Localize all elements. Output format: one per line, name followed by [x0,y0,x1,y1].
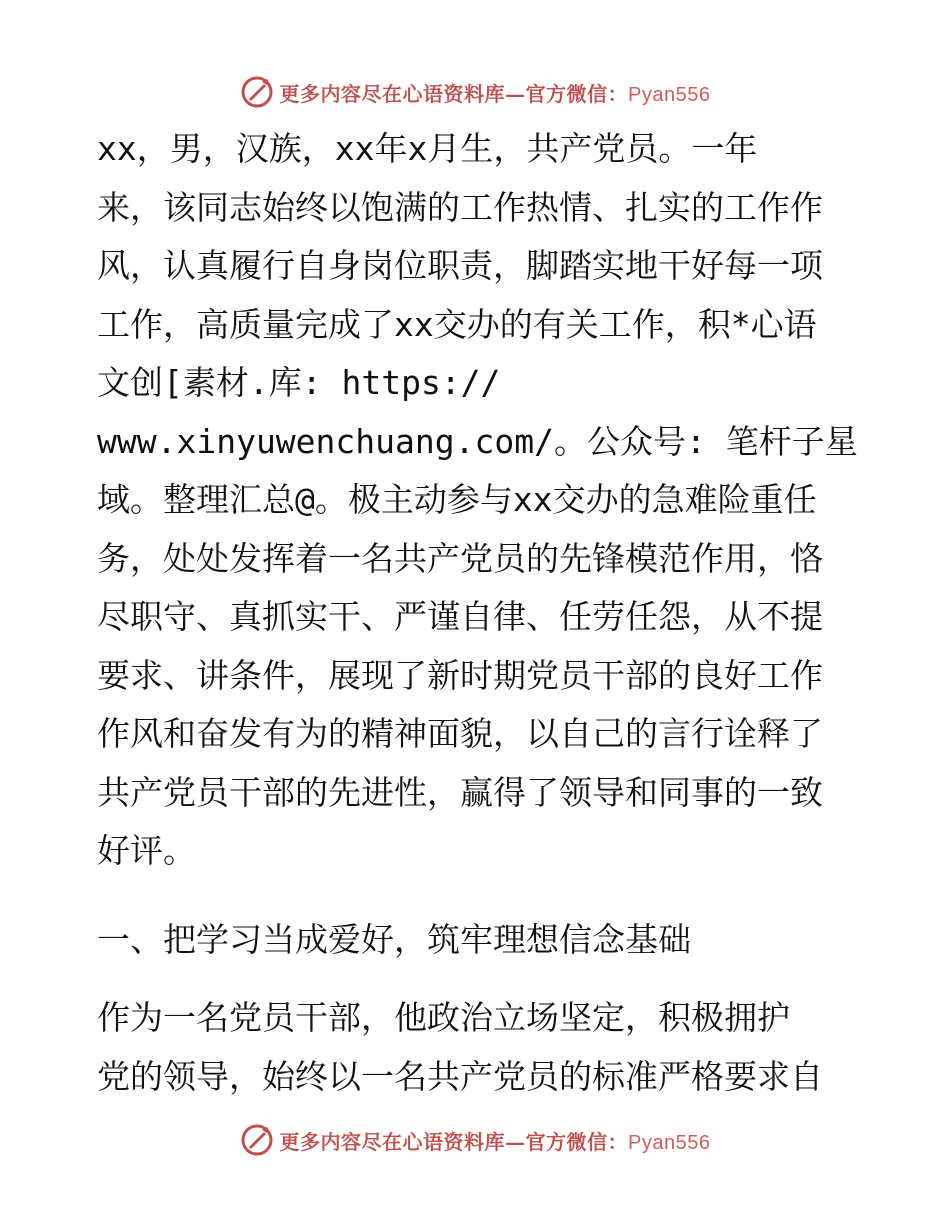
quill-pen-logo-icon [240,75,274,109]
text-line: 好评。 [97,831,196,870]
text-line: 工作，高质量完成了xx交办的有关工作，积*心语 [97,304,817,344]
footer-watermark [0,1120,950,1160]
text-line: xx，男，汉族，xx年x月生，共产党员。一年 [97,129,758,168]
text-line: 共产党员干部的先进性，赢得了领导和同事的一致 [97,772,823,812]
section-heading [97,911,857,970]
text-line: 尽职守、真抓实干、严谨自律、任劳任怨，从不提 [97,597,823,636]
header-watermark [0,72,950,112]
quill-pen-logo-icon [240,1123,274,1157]
text-line: 党的领导，始终以一名共产党员的标准严格要求自 [97,1056,823,1096]
watermark-text: 更多内容尽在心语资料库—官方微信：Pyan556 [279,81,711,106]
text-line: www.xinyuwenchuang.com/。公众号: 笔杆子星 [97,421,858,461]
text-line: 要求、讲条件，展现了新时期党员干部的良好工作 [97,655,823,695]
text-line: 来，该同志始终以饱满的工作热情、扎实的工作作 [97,187,823,227]
document-body [97,120,857,1106]
text-line: 域。整理汇总@。极主动参与xx交办的急难险重任 [97,480,817,519]
paragraph-spacer [97,881,857,911]
paragraph-intro [97,120,857,881]
watermark-text: 更多内容尽在心语资料库—官方微信：Pyan556 [279,1129,711,1154]
text-line: 作为一名党员干部，他政治立场坚定，积极拥护 [97,998,790,1037]
text-line: 风，认真履行自身岗位职责，脚踏实地干好每一项 [97,246,823,285]
text-line: 务，处处发挥着一名共产党员的先锋模范作用，恪 [97,538,823,578]
paragraph-section-one [97,989,857,1106]
paragraph-spacer [97,969,857,989]
heading-line: 一、把学习当成爱好，筑牢理想信念基础 [97,919,691,959]
text-line: 作风和奋发有为的精神面貌，以自己的言行诠释了 [97,714,823,753]
text-line: 文创[素材.库: https:// [97,363,501,402]
